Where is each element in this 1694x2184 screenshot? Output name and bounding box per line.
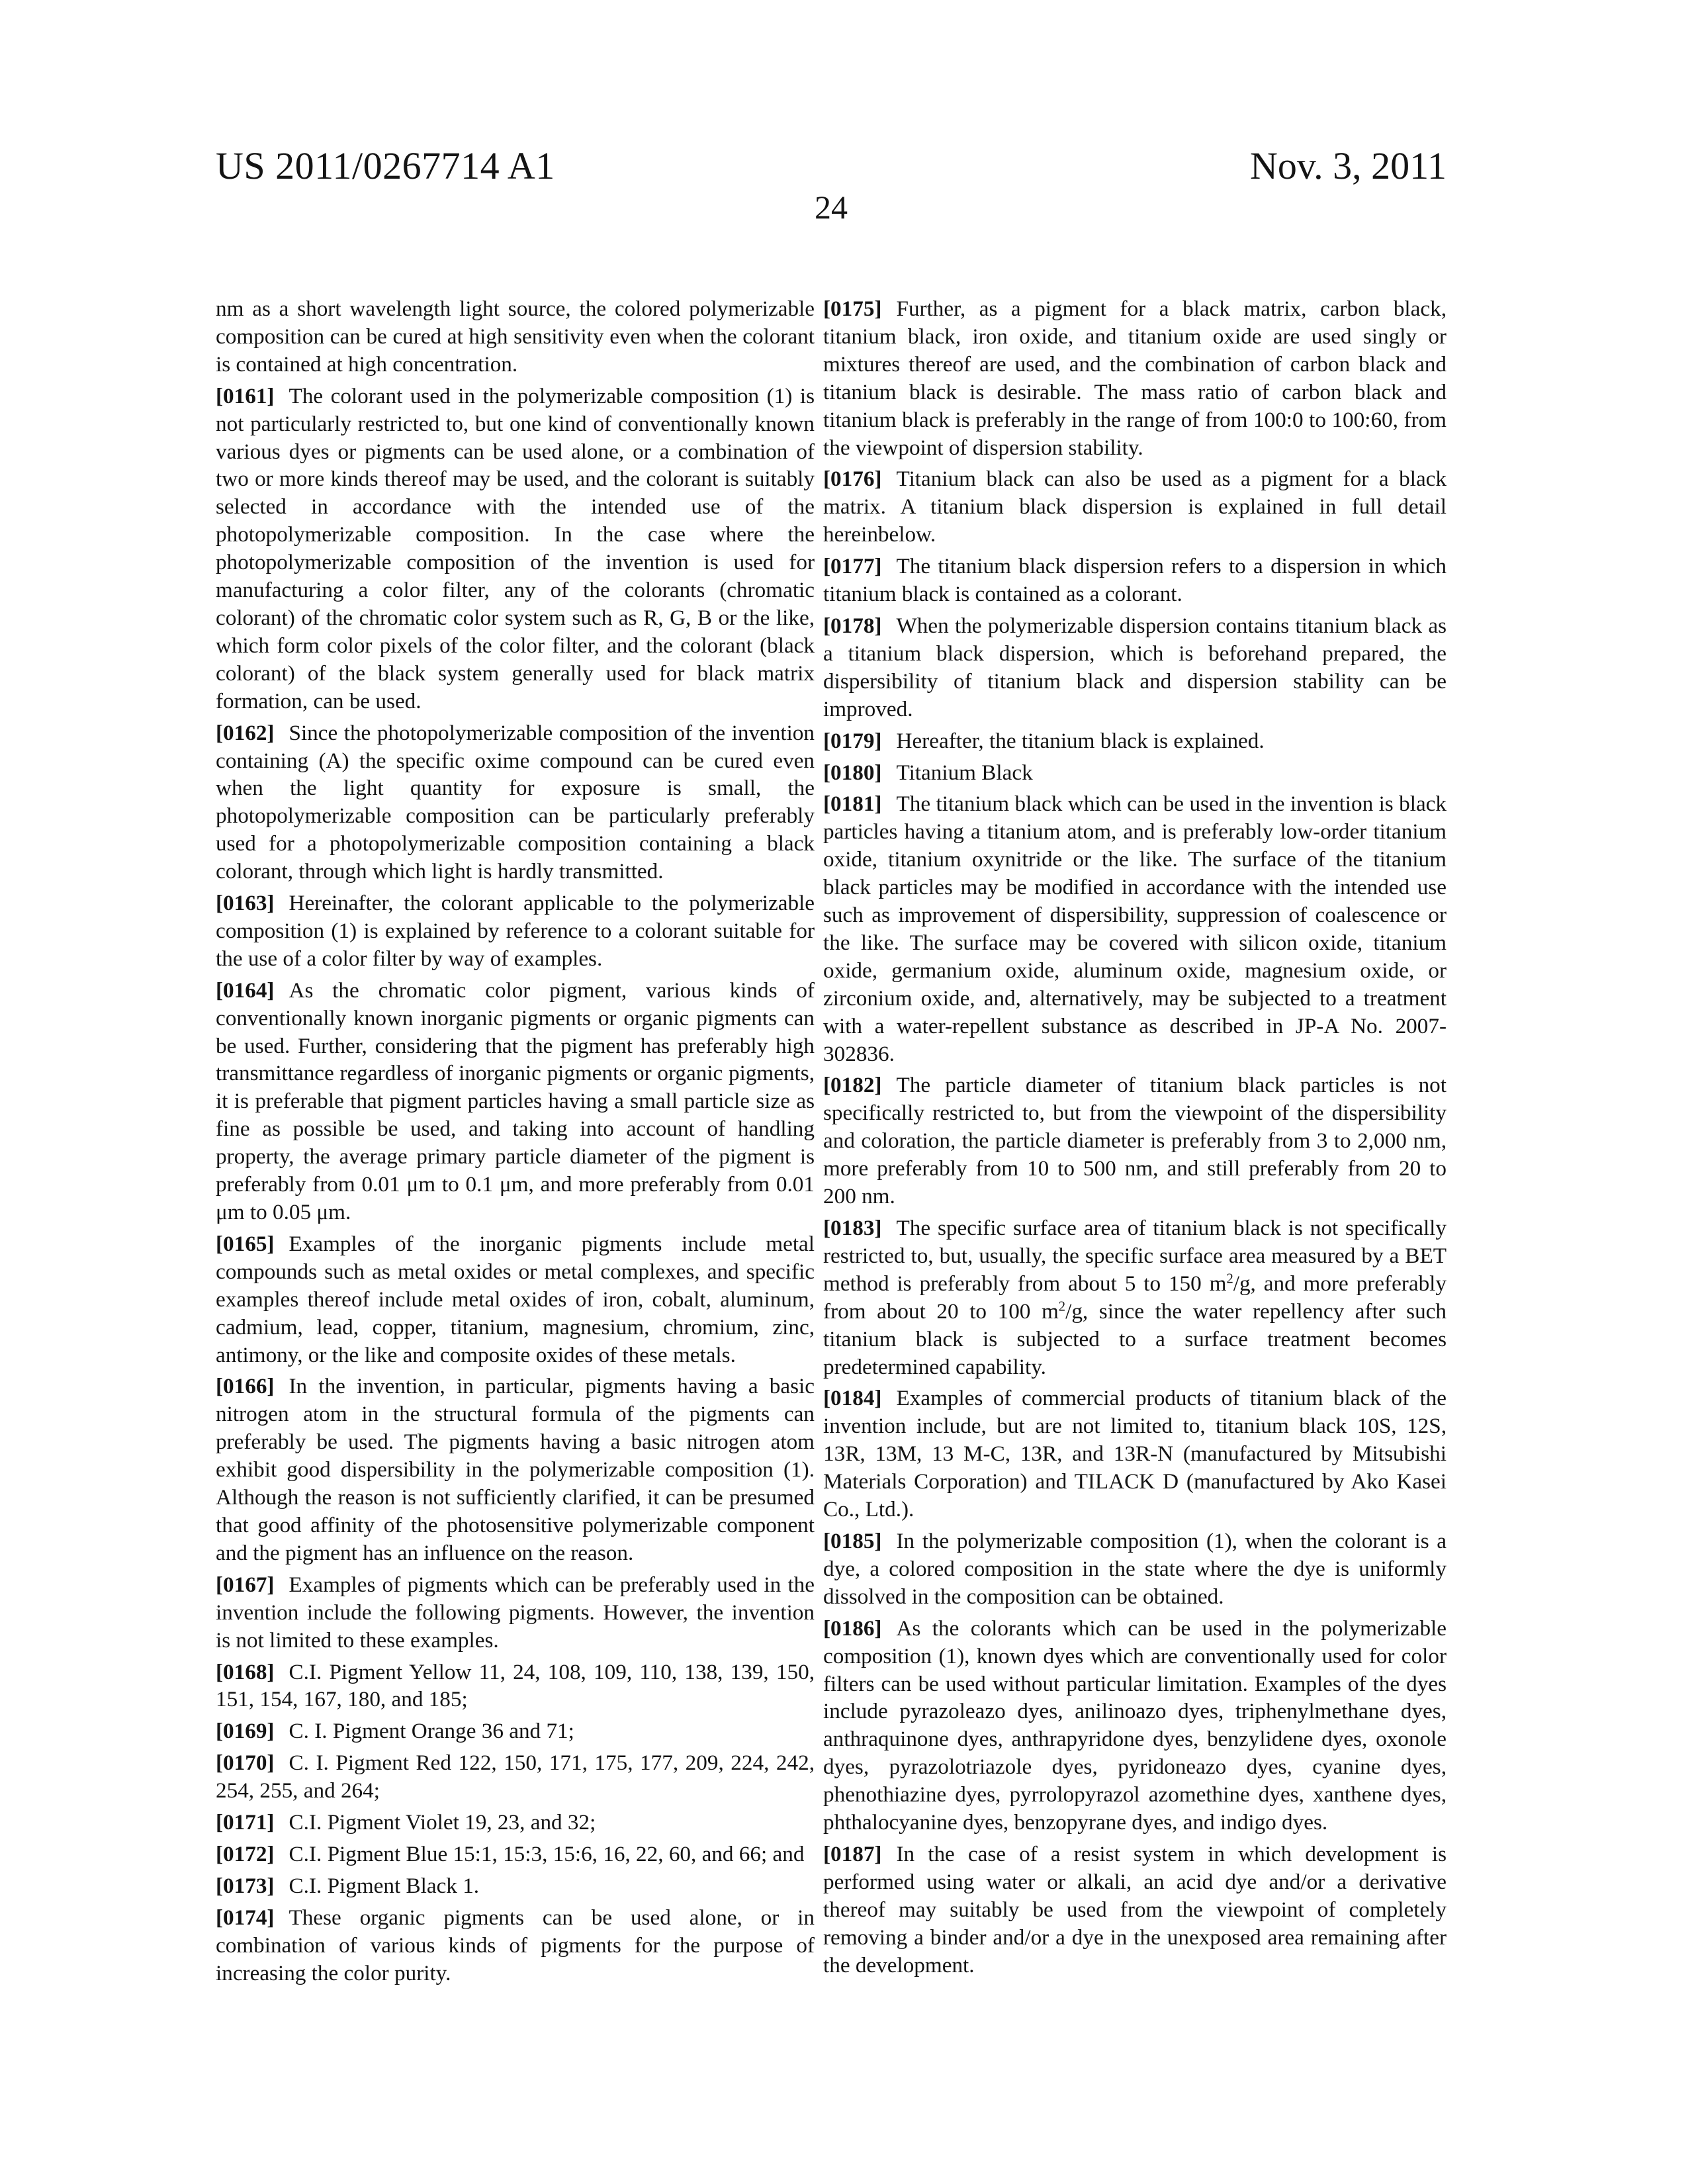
- paragraph-0186: [823, 1615, 1447, 1837]
- paragraph-text: C.I. Pigment Violet 19, 23, and 32;: [289, 1810, 596, 1835]
- paragraph-text: Examples of commercial products of titanium black of the invention include, but are not limited to, titanium black 10S, 12S, 13R, 13M, 13 M-C, 13R, and 13R-N (manufac­tured by Mitsubishi Materials Corporation) and TILACK D (manufactured by Ako Kasei Co., Ltd.).: [823, 1386, 1447, 1522]
- paragraph-0177: [823, 553, 1447, 608]
- paragraph-number: [0176]: [823, 467, 881, 491]
- paragraph-text: As the colorants which can be used in the polymer­izable composition (1), known dyes which are conventionally used for color filters can be used without particular limitation. Examples of the dyes include pyrazoleazo dyes, anilinoazo dyes, triphenylmethane dyes, anthraquinone dyes, anthrapy­ridone dyes, benzylidene dyes, oxonole dyes, pyrazolotriaz­ole dyes, pyridoneazo dyes, cyanine dyes, phenothiazine dyes, pyrrolopyrazol azomethine dyes, xanthene dyes, phtha­locyanine dyes, benzopyrane dyes, and indigo dyes.: [823, 1616, 1447, 1835]
- paragraph-number: [0187]: [823, 1842, 881, 1866]
- paragraph-number: [0169]: [216, 1719, 274, 1743]
- paragraph-text: In the invention, in particular, pigments having a basic nitrogen atom in the structural formula of the pigments can preferably be used. The pigments having a basic nitrogen atom exhibit good dispersibility in the polymerizable com­position (1). Although the reason is not sufficiently clarified, it can be presumed that good affinity of the photosensitive polymerizable component and the pigment has an influence on the reason.: [216, 1374, 815, 1565]
- paragraph-number: [0177]: [823, 554, 881, 578]
- paragraph-text-part: The specific surface area of titanium black is not specifically restricted to, but, usually, the specific surface area measured by a BET method is preferably from about 5 to 150 m: [823, 1216, 1447, 1296]
- paragraph-number: [0171]: [216, 1810, 274, 1835]
- paragraph-0166: [216, 1373, 815, 1567]
- paragraph-0175: [823, 295, 1447, 461]
- paragraph-number: [0179]: [823, 729, 881, 753]
- right-column: [823, 295, 1447, 1983]
- paragraph-number: [0183]: [823, 1216, 881, 1240]
- paragraph-0169: [216, 1717, 815, 1745]
- paragraph-text: C. I. Pigment Orange 36 and 71;: [289, 1719, 574, 1743]
- paragraph-number: [0180]: [823, 760, 881, 785]
- paragraph-text: The titanium black which can be used in the inven­tion is black particles having a titanium atom, and is prefer­ably low-order titanium oxide, titanium oxynitride or the like. The surface of the titanium black particles may be modified in accordance with the intended use such as improvement of dispersibility, suppression of coalescence or the like. The surface may be covered with silicon oxide, titanium oxide, germanium oxide, aluminum oxide, magnesium oxide, or zirconium oxide, and, alternatively, may be subjected to a treatment with a water-repellent substance as described in JP-A No. 2007-302836.: [823, 792, 1447, 1066]
- paragraph-text: In the polymerizable composition (1), when the colorant is a dye, a colored composition in the state where the dye is uniformly dissolved in the composition can be obtained.: [823, 1529, 1447, 1609]
- paragraph-text: nm as a short wavelength light source, the colored polymer­izable composition can be cured at high sensitivity even when the colorant is contained at high concentration.: [216, 296, 815, 377]
- paragraph-0164: [216, 977, 815, 1226]
- paragraph-0174: [216, 1904, 815, 1987]
- paragraph-0163: [216, 889, 815, 973]
- paragraph-0180: [823, 759, 1447, 787]
- paragraph-number: [0172]: [216, 1842, 274, 1866]
- paragraph-number: [0166]: [216, 1374, 274, 1398]
- superscript: 2: [1059, 1299, 1065, 1314]
- paragraph-0170: [216, 1749, 815, 1805]
- paragraph-0184: [823, 1385, 1447, 1524]
- superscript: 2: [1226, 1272, 1233, 1287]
- paragraph-text: Further, as a pigment for a black matrix, carbon black, titanium black, iron oxide, and titanium oxide are used singly or mixtures thereof are used, and the combination of carbon black and titanium black is desirable. The mass ratio of carbon black and titanium black is preferably in the range of from 100:0 to 100:60, from the viewpoint of dispersion stability.: [823, 296, 1447, 460]
- paragraph-text: C.I. Pigment Blue 15:1, 15:3, 15:6, 16, 22, 60, and 66; and: [289, 1842, 804, 1866]
- paragraph-text: Titanium black can also be used as a pigment for a black matrix. A titanium black dispersion is explained in full detail hereinbelow.: [823, 467, 1447, 547]
- paragraph-0181: [823, 790, 1447, 1068]
- paragraph-0183: [823, 1214, 1447, 1381]
- paragraph-text-part: /g, since the water repellency after such titanium black is subjected to a surface treatment becomes predetermined capability.: [823, 1299, 1447, 1379]
- paragraph-number: [0168]: [216, 1660, 274, 1684]
- paragraph-number: [0174]: [216, 1905, 274, 1930]
- page-number: 24: [216, 191, 1447, 224]
- section-heading: Titanium Black: [896, 760, 1032, 785]
- paragraph-number: [0161]: [216, 384, 274, 408]
- paragraph-text: Examples of the inorganic pigments include metal compounds such as metal oxides or metal complexes, and specific examples thereof include metal oxides of iron, cobalt, aluminum, cadmium, lead, copper, titanium, magne­sium, chromium, zinc, antimony, or the like and composite oxides of these metals.: [216, 1232, 815, 1367]
- paragraph-0178: [823, 612, 1447, 723]
- paragraph-0172: [216, 1841, 815, 1868]
- paragraph-text: Since the photopolymerizable composition of the invention containing (A) the specific oxime compound can be cured even when the light quantity for exposure is small, the photopolymerizable composition can be particularly prefer­ably used for a photopolymerizable composition containing a black colorant, through which light is hardly transmitted.: [216, 721, 815, 884]
- paragraph-text: Examples of pigments which can be preferably used in the invention include the following pigments. However, the invention is not limited to these examples.: [216, 1572, 815, 1653]
- paragraph-number: [0170]: [216, 1751, 274, 1775]
- paragraph-text-part: /g, and more preferably from about 20 to 100 m: [823, 1271, 1447, 1324]
- paragraph-0161: [216, 383, 815, 715]
- paragraph-0182: [823, 1071, 1447, 1210]
- paragraph-number: [0173]: [216, 1874, 274, 1898]
- paragraph-number: [0167]: [216, 1572, 274, 1597]
- paragraph-number: [0178]: [823, 614, 881, 638]
- paragraph-0187: [823, 1841, 1447, 1979]
- paragraph-text: In the case of a resist system in which development is performed using water or alkali, an acid dye and/or a derivative thereof may suitably be used from the viewpoint of completely removing a binder and/or a dye in the unexposed area remaining after the development.: [823, 1842, 1447, 1978]
- paragraph-number: [0186]: [823, 1616, 881, 1641]
- paragraph-text: These organic pigments can be used alone, or in combination of various kinds of pigments for the purpose of increasing the color purity.: [216, 1905, 815, 1985]
- paragraph-text: The colorant used in the polymerizable composition (1) is not particularly restricted to, but one kind of conven­tionally known various dyes or pigments can be used alone, or a combination of two or more kinds thereof may be used, and the colorant is suitably selected in accordance with the intended use of the photopolymerizable composition. In the case where the photopolymerizable composition of the inven­tion is used for manufacturing a color filter, any of the colo­rants (chromatic colorant) of the chromatic color system such as R, G, B or the like, which form color pixels of the color filter, and the colorant (black colorant) of the black system generally used for black matrix formation, can be used.: [216, 384, 815, 713]
- paragraph-continued: [216, 295, 815, 379]
- paragraph-number: [0182]: [823, 1073, 881, 1097]
- paragraph-number: [0184]: [823, 1386, 881, 1410]
- paragraph-0162: [216, 719, 815, 886]
- paragraph-number: [0175]: [823, 296, 881, 321]
- paragraph-0185: [823, 1527, 1447, 1611]
- paragraph-text: C.I. Pigment Yellow 11, 24, 108, 109, 110, 138, 139, 150, 151, 154, 167, 180, and 185;: [216, 1660, 815, 1712]
- paragraph-0168: [216, 1659, 815, 1714]
- paragraph-0167: [216, 1571, 815, 1655]
- page-header: [216, 147, 1447, 233]
- paragraph-0165: [216, 1230, 815, 1369]
- paragraph-0176: [823, 465, 1447, 549]
- paragraph-text: The titanium black dispersion refers to a dispersion in which titanium black is contained as a colorant.: [823, 554, 1447, 606]
- paragraph-text: Hereinafter, the colorant applicable to the polymer­izable composition (1) is explained by reference to a colorant suitable for the use of a color filter by way of examples.: [216, 891, 815, 971]
- paragraph-text: C. I. Pigment Red 122, 150, 171, 175, 177, 209, 224, 242, 254, 255, and 264;: [216, 1751, 815, 1803]
- left-column: [216, 295, 815, 1991]
- paragraph-number: [0181]: [823, 792, 881, 816]
- paragraph-text: The particle diameter of titanium black particles is not specifically restricted to, but from the viewpoint of the dispersibility and coloration, the particle diameter is prefer­ably from 3 to 2,000 nm, more preferably from 10 to 500 nm, and still preferably from 20 to 200 nm.: [823, 1073, 1447, 1208]
- paragraph-text: C.I. Pigment Black 1.: [289, 1874, 479, 1898]
- paragraph-number: [0164]: [216, 978, 274, 1003]
- paragraph-text: As the chromatic color pigment, various kinds of conventionally known inorganic pigments or organic pig­ments can be used. Further, considering that the pigment has preferably high transmittance regardless of inorganic pig­ments or organic pigments, it is preferable that pigment par­ticles having a small particle size as fine as possible be used, and taking into account of handling property, the average primary particle diameter of the pigment is preferably from 0.01 μm to 0.1 μm, and more preferably from 0.01 μm to 0.05 μm.: [216, 978, 815, 1224]
- paragraph-0171: [216, 1809, 815, 1837]
- paragraph-text: When the polymerizable dispersion contains tita­nium black as a titanium black dispersion, which is before­hand prepared, the dispersibility of titanium black and dis­persion stability can be improved.: [823, 614, 1447, 721]
- paragraph-number: [0185]: [823, 1529, 881, 1553]
- paragraph-number: [0162]: [216, 721, 274, 745]
- paragraph-0173: [216, 1872, 815, 1900]
- publication-date: Nov. 3, 2011: [1250, 147, 1447, 185]
- paragraph-text: Hereafter, the titanium black is explained.: [896, 729, 1264, 753]
- paragraph-number: [0165]: [216, 1232, 274, 1256]
- paragraph-number: [0163]: [216, 891, 274, 915]
- publication-number: US 2011/0267714 A1: [216, 147, 555, 185]
- paragraph-0179: [823, 727, 1447, 755]
